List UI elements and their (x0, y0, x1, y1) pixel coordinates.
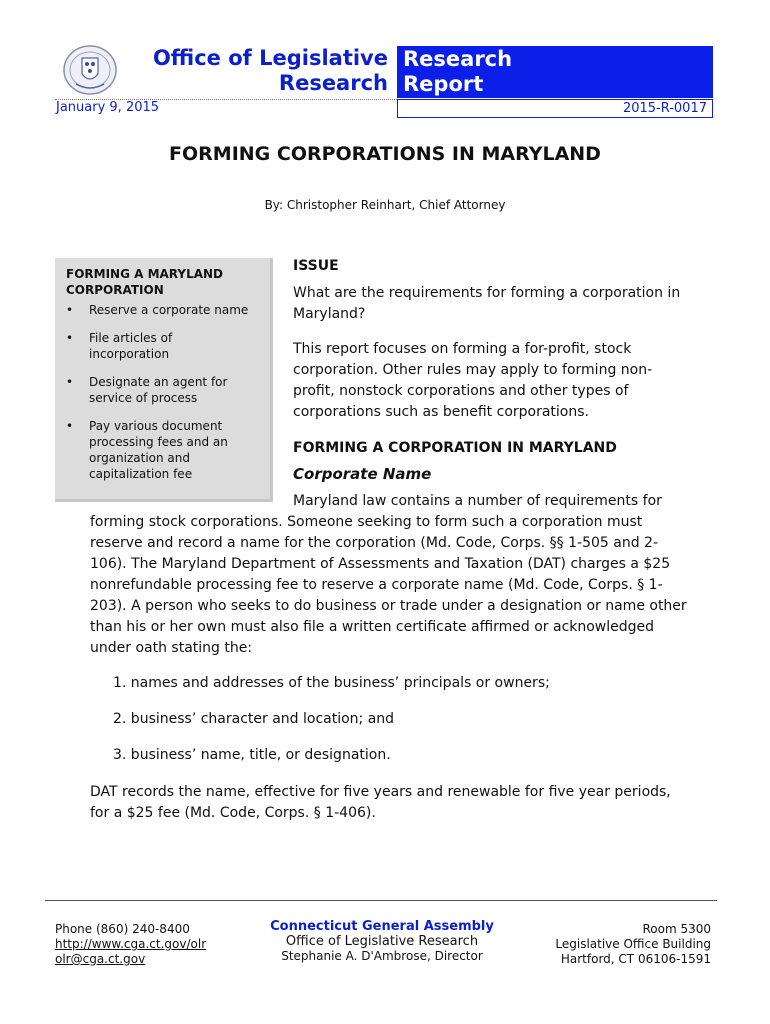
report-date: January 9, 2015 (56, 100, 160, 115)
footer-office-name: Office of Legislative Research (285, 934, 479, 949)
sidebar-title: FORMING A MARYLAND CORPORATION (66, 267, 224, 297)
corporate-name-paragraph: forming stock corporations. Someone seeking to form such a corporation must reserve and record a name for the corporation (Md. Code, Corps. §§ 1-505 and 2-106). The Maryland Department of Assessments and Taxation (DAT) charges a $25 nonrefundable processing fee to reserve a corporate name (Md. Code, Corps. § 1-203). A person who seeks to do business or trade under a designation or name other than his or her own must also file a written certificate affirmed or acknowledged under oath stating the: (90, 514, 687, 656)
report-type-banner (397, 46, 713, 98)
sidebar-list-item (55, 330, 270, 362)
footer-address (555, 922, 711, 967)
issue-question: What are the requirements for forming a corporation in Maryland? (293, 285, 681, 322)
footer-building: Legislative Office Building (555, 937, 711, 951)
corporate-name-paragraph-start: Maryland law contains a number of requirements for (293, 493, 662, 509)
list-item: 3. business’ name, title, or designation. (113, 747, 391, 763)
sidebar-list-item (55, 302, 270, 318)
name-record-paragraph: DAT records the name, effective for five years and renewable for five year periods, for a $25 fee (Md. Code, Corps. § 1-406). (90, 784, 671, 821)
sidebar-item-text: Designate an agent for service of process (89, 375, 228, 405)
footer-contact (55, 922, 206, 967)
summary-sidebar (55, 258, 273, 502)
sidebar-list-item (55, 418, 270, 482)
office-title-line1: Office of Legislative (152, 46, 388, 70)
report-number: 2015-R-0017 (397, 99, 713, 118)
footer-phone: Phone (860) 240-8400 (55, 922, 190, 936)
footer-divider (45, 900, 717, 901)
list-item: 2. business’ character and location; and (113, 711, 395, 727)
issue-heading: ISSUE (293, 258, 339, 274)
bullet-icon: • (66, 303, 74, 317)
sidebar-item-text: File articles of incorporation (89, 331, 173, 361)
sidebar-item-text: Reserve a corporate name (89, 303, 249, 317)
footer-director: Stephanie A. D'Ambrose, Director (281, 949, 483, 963)
bullet-icon: • (66, 331, 74, 345)
list-item: 1. names and addresses of the business’ principals or owners; (113, 675, 550, 691)
report-type-line2: Report (403, 72, 484, 96)
footer-email-link[interactable]: olr@cga.ct.gov (55, 952, 146, 966)
footer-organization (262, 919, 502, 964)
office-title-line2: Research (278, 71, 388, 95)
subsection-heading: Corporate Name (293, 465, 432, 483)
footer-website-link[interactable]: http://www.cga.ct.gov/olr (55, 937, 207, 951)
byline: By: Christopher Reinhart, Chief Attorney (264, 198, 506, 212)
issue-scope: This report focuses on forming a for-profit, stock corporation. Other rules may apply to forming non-profit, nonstock corporations and other types of corporations such as benefit corporations. (293, 341, 653, 420)
sidebar-list-item (55, 374, 270, 406)
office-title (153, 46, 388, 96)
footer-city: Hartford, CT 06106-1591 (560, 952, 711, 966)
sidebar-item-text: Pay various document processing fees and an organization and capitalization fee (89, 419, 228, 481)
bullet-icon: • (66, 375, 74, 389)
footer-org-name: Connecticut General Assembly (270, 919, 494, 934)
section-heading: FORMING A CORPORATION IN MARYLAND (293, 440, 617, 456)
sidebar-list (55, 302, 270, 494)
report-type-line1: Research (403, 47, 513, 71)
footer-room: Room 5300 (642, 922, 711, 936)
document-title: FORMING CORPORATIONS IN MARYLAND (169, 143, 601, 165)
connecticut-seal-icon (62, 44, 118, 96)
bullet-icon: • (66, 419, 74, 433)
